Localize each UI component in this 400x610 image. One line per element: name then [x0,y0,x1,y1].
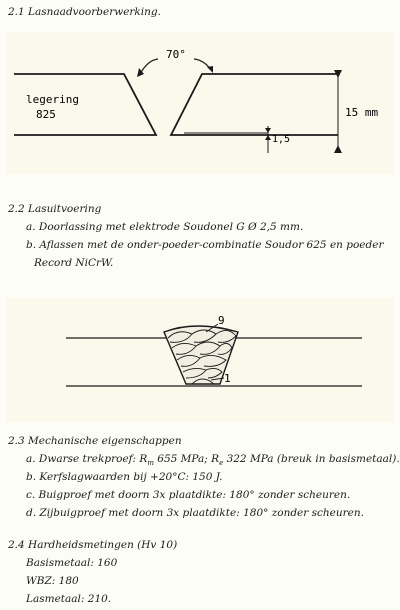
mechanical-item-a [26,453,400,467]
mechanical-item-d: d. Zijbuigproef met doorn 3x plaatdikte: 180° zonder scheuren. [26,507,364,519]
material-label-2: 825 [36,108,56,121]
item-a-sub-e: e [219,459,224,468]
item-a-sub-m: m [147,459,154,468]
mechanical-item-c: c. Buigproef met doorn 3x plaatdikte: 180° zonder scheuren. [26,489,351,501]
weld-bead-drawing [6,298,394,422]
material-label-1: legering [26,93,79,106]
execution-item-b-cont: Record NiCrW. [34,257,114,269]
item-a-mid: 655 MPa; R [153,453,220,465]
thickness-label: 15 mm [345,106,379,119]
section-2-3-heading: 2.3 Mechanische eigenschappen [8,435,182,447]
item-a-prefix: a. Dwarse trekproef: R [26,453,148,465]
right-plate [171,74,338,135]
root-arrow-top [265,128,271,133]
hardness-row-weld: Lasmetaal: 210. [26,593,112,605]
section-2-2-heading: 2.2 Lasuitvoering [8,203,102,215]
section-2-1-heading: 2.1 Lasnaadvoorberwerking. [8,6,161,18]
mechanical-item-b: b. Kerfslagwaarden bij +20°C: 150 J. [26,471,223,483]
angle-arc-left [140,59,158,74]
execution-item-a: a. Doorlassing met elektrode Soudonel G Ø 2,5 mm. [26,221,304,233]
section-2-4-heading: 2.4 Hardheidsmetingen (Hv 10) [8,539,178,551]
hardness-row-haz: WBZ: 180 [26,575,79,587]
angle-arrow-right [207,66,213,73]
weld-label-top: 9 [218,314,225,327]
root-face-label: 1,5 [272,134,291,145]
angle-label: 70° [166,48,186,61]
hardness-row-base: Basismetaal: 160 [26,557,118,569]
weld-label-bottom: 1 [224,372,231,385]
execution-item-b: b. Aflassen met de onder-poeder-combinatie Soudor 625 en poeder [26,239,384,251]
weld-bead-figure [6,298,394,422]
joint-preparation-figure [6,32,394,174]
joint-preparation-drawing [6,32,394,174]
item-a-suffix: 322 MPa (breuk in basismetaal). [223,453,400,465]
thickness-arrow-bottom [334,145,342,153]
